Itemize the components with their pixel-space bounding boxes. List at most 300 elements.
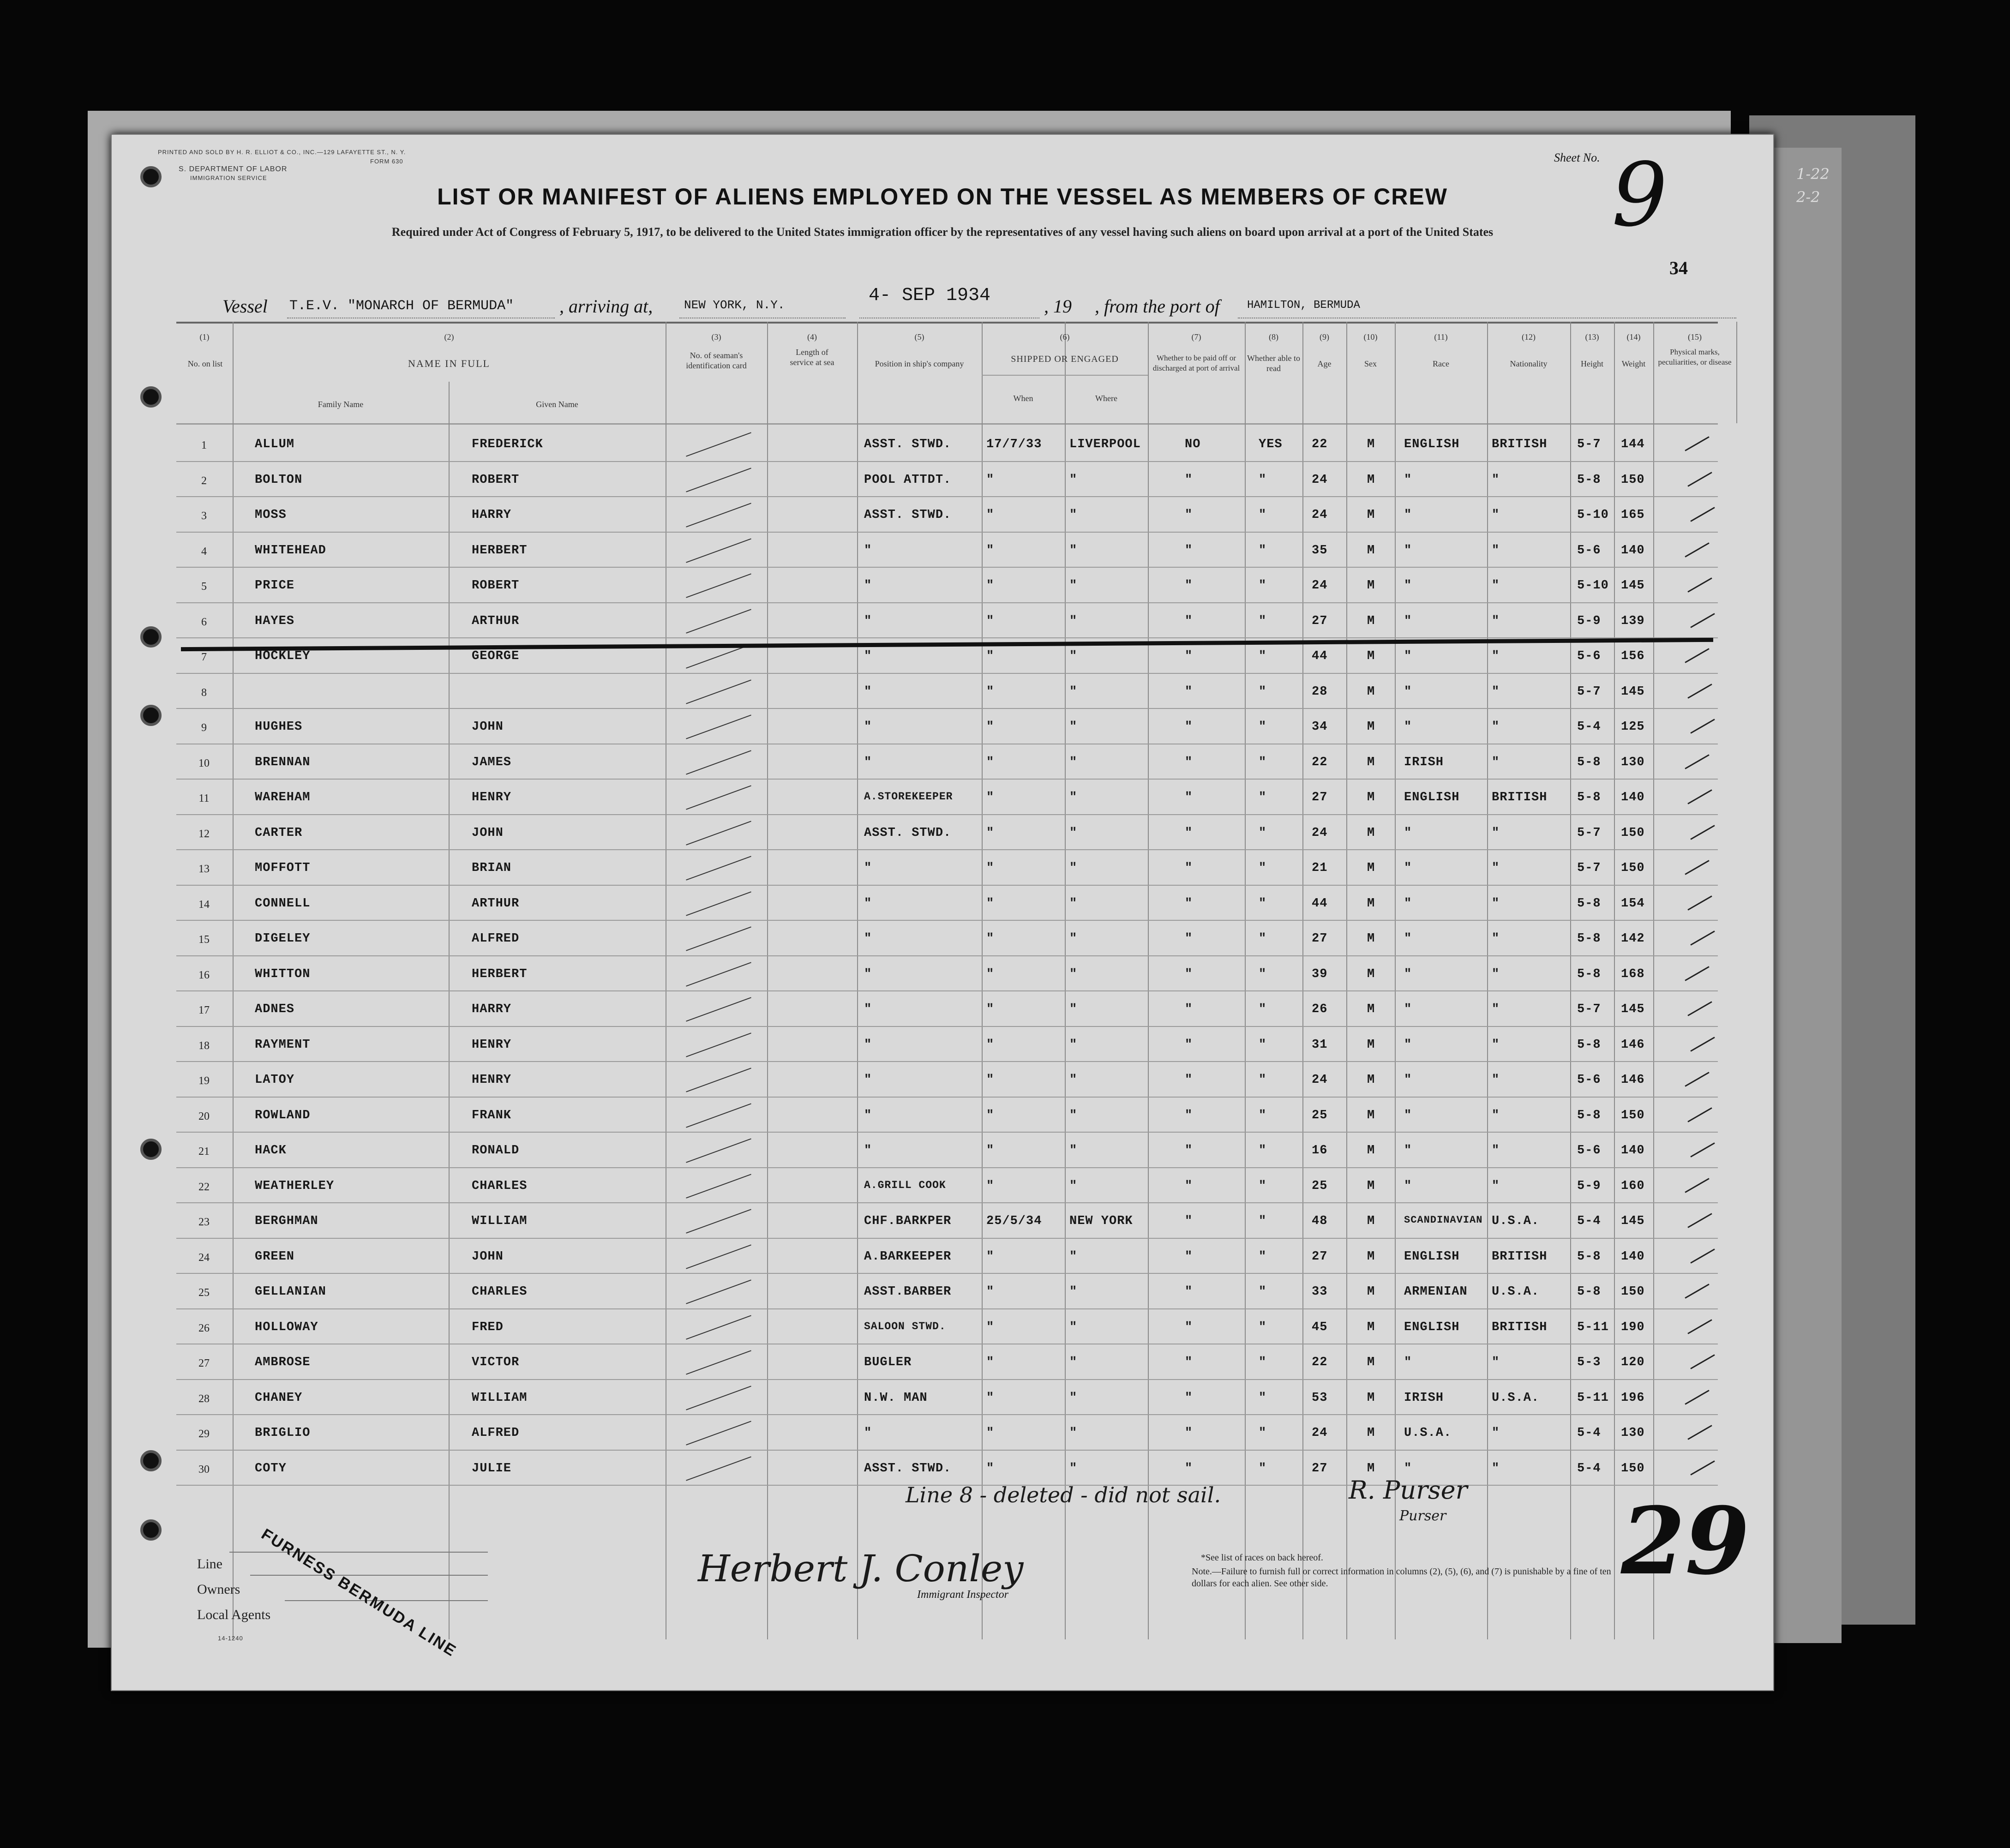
col-divider xyxy=(1487,322,1488,1639)
cell-weight: 146 xyxy=(1621,1073,1645,1087)
cell-race: " xyxy=(1404,1038,1412,1052)
cell-shipped-when: " xyxy=(986,791,995,804)
col-9-num: (9) xyxy=(1320,332,1329,342)
cell-race: " xyxy=(1404,579,1412,593)
cell-position: " xyxy=(864,720,872,734)
cell-able-to-read: " xyxy=(1259,896,1267,911)
id-card-slash-mark xyxy=(686,573,751,598)
tick-mark xyxy=(1687,1319,1712,1334)
cell-shipped-where: " xyxy=(1069,1002,1078,1016)
cell-height: 5-9 xyxy=(1577,614,1601,628)
cell-given-name: WILLIAM xyxy=(472,1214,528,1228)
cell-able-to-read: " xyxy=(1259,1214,1267,1228)
cell-sex: M xyxy=(1367,1285,1375,1299)
cell-given-name: CHARLES xyxy=(472,1179,528,1193)
tick-mark xyxy=(1690,1460,1715,1476)
vessel-name: T.E.V. "MONARCH OF BERMUDA" xyxy=(289,298,514,314)
cell-nationality: BRITISH xyxy=(1492,1320,1548,1334)
col-7-num: (7) xyxy=(1191,332,1201,342)
row-rule xyxy=(176,708,1718,709)
row-rule xyxy=(176,1202,1718,1203)
col-1-num: (1) xyxy=(199,332,210,342)
cell-paid-off: " xyxy=(1185,1320,1193,1334)
cell-position: ASST. STWD. xyxy=(864,826,952,840)
row-number: 17 xyxy=(198,1004,210,1016)
col-11-label: Race xyxy=(1433,359,1449,368)
cell-race: " xyxy=(1404,684,1412,699)
cell-family-name: ADNES xyxy=(255,1002,295,1016)
cell-height: 5-11 xyxy=(1577,1320,1609,1334)
form-number: FORM 630 xyxy=(370,158,403,165)
form-code: 14-1240 xyxy=(218,1635,243,1642)
cell-shipped-when: " xyxy=(986,1285,995,1299)
cell-paid-off: " xyxy=(1185,473,1193,487)
cell-height: 5-10 xyxy=(1577,508,1609,522)
cell-shipped-when: " xyxy=(986,826,995,840)
row-rule xyxy=(176,1379,1718,1380)
cell-given-name: BRIAN xyxy=(472,861,512,875)
col-divider xyxy=(1736,322,1737,423)
cell-paid-off: " xyxy=(1185,1038,1193,1052)
col-divider xyxy=(233,322,234,1639)
cell-weight: 190 xyxy=(1621,1320,1645,1334)
cell-family-name: ALLUM xyxy=(255,438,295,451)
cell-sex: M xyxy=(1367,932,1375,946)
cell-family-name: CONNELL xyxy=(255,896,311,911)
cell-family-name: LATOY xyxy=(255,1073,295,1087)
binding-hole xyxy=(140,1519,162,1541)
cell-position: " xyxy=(864,1426,872,1440)
cell-able-to-read: " xyxy=(1259,1356,1267,1369)
cell-able-to-read: " xyxy=(1259,1249,1267,1264)
cell-position: ASST. STWD. xyxy=(864,508,952,522)
binding-hole xyxy=(140,386,162,408)
cell-given-name: GEORGE xyxy=(472,649,520,663)
col-12-label: Nationality xyxy=(1510,359,1548,368)
cell-height: 5-4 xyxy=(1577,1426,1601,1440)
cell-race: " xyxy=(1404,473,1412,487)
cell-position: A.STOREKEEPER xyxy=(864,791,953,803)
id-card-slash-mark xyxy=(686,714,751,739)
cell-age: 27 xyxy=(1312,932,1328,946)
cell-able-to-read: " xyxy=(1259,755,1267,769)
row-number: 29 xyxy=(198,1428,210,1440)
cell-height: 5-4 xyxy=(1577,720,1601,734)
col-divider xyxy=(767,322,768,1639)
cell-shipped-when: " xyxy=(986,1356,995,1369)
cell-age: 27 xyxy=(1312,1249,1328,1264)
cell-height: 5-8 xyxy=(1577,1108,1601,1122)
from-port: HAMILTON, BERMUDA xyxy=(1247,299,1360,312)
tick-mark xyxy=(1690,1354,1715,1369)
tick-mark xyxy=(1690,1037,1715,1052)
id-card-slash-mark xyxy=(686,468,751,492)
cell-weight: 140 xyxy=(1621,791,1645,804)
row-number: 4 xyxy=(201,545,207,558)
tick-mark xyxy=(1687,472,1712,487)
cell-nationality: " xyxy=(1492,579,1500,593)
cell-weight: 150 xyxy=(1621,473,1645,487)
cell-sex: M xyxy=(1367,791,1375,804)
cell-nationality: U.S.A. xyxy=(1492,1391,1540,1405)
cell-age: 27 xyxy=(1312,791,1328,804)
cell-position: " xyxy=(864,1144,872,1158)
cell-race: " xyxy=(1404,932,1412,946)
cell-race: ENGLISH xyxy=(1404,1320,1460,1334)
cell-height: 5-8 xyxy=(1577,967,1601,981)
cell-given-name: HARRY xyxy=(472,508,512,522)
tick-mark xyxy=(1685,966,1709,981)
cell-sex: M xyxy=(1367,1214,1375,1228)
row-number: 10 xyxy=(198,757,210,769)
cell-family-name: MOFFOTT xyxy=(255,861,311,875)
row-number: 19 xyxy=(198,1075,210,1087)
cell-age: 24 xyxy=(1312,826,1328,840)
penalty-note: Note.—Failure to furnish full or correct information in columns (2), (5), (6), and (7) is punishable by a fine of ten dollars for each alien. See other side. xyxy=(1192,1566,1611,1589)
cell-race: " xyxy=(1404,1073,1412,1087)
cell-given-name: HENRY xyxy=(472,1038,512,1052)
col-8-num: (8) xyxy=(1269,332,1278,342)
cell-shipped-where: " xyxy=(1069,579,1078,593)
cell-position: " xyxy=(864,861,872,875)
row-rule xyxy=(176,1450,1718,1451)
cell-paid-off: " xyxy=(1185,791,1193,804)
cell-nationality: " xyxy=(1492,1356,1500,1369)
cell-position: " xyxy=(864,896,872,911)
tick-mark xyxy=(1685,860,1709,875)
row-rule xyxy=(176,567,1718,568)
cell-nationality: BRITISH xyxy=(1492,438,1548,451)
cell-position: " xyxy=(864,614,872,628)
row-number: 22 xyxy=(198,1181,210,1193)
cell-height: 5-7 xyxy=(1577,438,1601,451)
cell-sex: M xyxy=(1367,1179,1375,1193)
col-15-label: Physical marks, peculiarities, or disease xyxy=(1658,348,1732,366)
tick-mark xyxy=(1690,719,1715,734)
cell-given-name: JOHN xyxy=(472,826,504,840)
id-card-slash-mark xyxy=(686,1138,751,1163)
row-number: 20 xyxy=(198,1110,210,1122)
cell-shipped-where: " xyxy=(1069,720,1078,734)
cell-family-name: HUGHES xyxy=(255,720,303,734)
row-rule xyxy=(176,1308,1718,1309)
id-card-slash-mark xyxy=(686,891,751,916)
id-card-slash-mark xyxy=(686,821,751,845)
cell-shipped-where: " xyxy=(1069,508,1078,522)
row-number: 1 xyxy=(201,439,207,451)
col-divider-given xyxy=(449,382,450,1639)
cell-nationality: " xyxy=(1492,543,1500,558)
id-card-slash-mark xyxy=(686,503,751,527)
department-label: S. DEPARTMENT OF LABOR xyxy=(179,165,288,173)
cell-able-to-read: " xyxy=(1259,967,1267,981)
col-divider xyxy=(1148,322,1149,1639)
row-rule xyxy=(176,602,1718,603)
cell-weight: 145 xyxy=(1621,579,1645,593)
cell-age: 28 xyxy=(1312,684,1328,699)
cell-shipped-where: " xyxy=(1069,1356,1078,1369)
cell-paid-off: " xyxy=(1185,508,1193,522)
cell-weight: 165 xyxy=(1621,508,1645,522)
cell-weight: 196 xyxy=(1621,1391,1645,1405)
margin-note: 1-22 2-2 xyxy=(1796,165,1830,206)
id-card-slash-mark xyxy=(686,1421,751,1445)
cell-given-name: ARTHUR xyxy=(472,614,520,628)
cell-weight: 145 xyxy=(1621,684,1645,699)
cell-family-name: PRICE xyxy=(255,579,295,593)
cell-given-name: HARRY xyxy=(472,1002,512,1016)
cell-height: 5-8 xyxy=(1577,791,1601,804)
table-top-rule xyxy=(176,322,1718,324)
cell-shipped-where: " xyxy=(1069,1320,1078,1334)
cell-paid-off: " xyxy=(1185,1285,1193,1299)
cell-position: CHF.BARKPER xyxy=(864,1214,952,1228)
col-divider xyxy=(982,322,983,1639)
id-card-slash-mark xyxy=(686,1174,751,1198)
cell-nationality: " xyxy=(1492,967,1500,981)
arrival-date: 4- SEP 1934 xyxy=(869,285,991,306)
manifest-sheet xyxy=(111,134,1830,1691)
cell-paid-off: " xyxy=(1185,1391,1193,1405)
cell-shipped-where: " xyxy=(1069,684,1078,699)
row-rule xyxy=(176,1273,1718,1274)
cell-age: 22 xyxy=(1312,438,1328,451)
cell-weight: 156 xyxy=(1621,649,1645,663)
cell-age: 33 xyxy=(1312,1285,1328,1299)
cell-nationality: " xyxy=(1492,1426,1500,1440)
cell-paid-off: NO xyxy=(1185,438,1201,451)
cell-shipped-when: " xyxy=(986,1179,995,1193)
cell-nationality: BRITISH xyxy=(1492,791,1548,804)
binding-hole xyxy=(140,705,162,726)
cell-age: 48 xyxy=(1312,1214,1328,1228)
cell-shipped-where: " xyxy=(1069,1179,1078,1193)
cell-shipped-where: LIVERPOOL xyxy=(1069,438,1141,451)
cell-race: SCANDINAVIAN xyxy=(1404,1214,1483,1226)
cell-paid-off: " xyxy=(1185,1108,1193,1122)
year-label: , 19 xyxy=(1044,296,1072,317)
row-rule xyxy=(176,885,1718,886)
cell-family-name: BRIGLIO xyxy=(255,1426,311,1440)
cell-nationality: " xyxy=(1492,684,1500,699)
cell-sex: M xyxy=(1367,473,1375,487)
cell-age: 25 xyxy=(1312,1108,1328,1122)
row-rule xyxy=(176,1414,1718,1415)
row-number: 21 xyxy=(198,1146,210,1158)
cell-paid-off: " xyxy=(1185,1356,1193,1369)
cell-height: 5-7 xyxy=(1577,684,1601,699)
row-rule xyxy=(176,637,1718,638)
cell-family-name: WHITEHEAD xyxy=(255,543,326,558)
row-number: 7 xyxy=(201,651,207,663)
id-card-slash-mark xyxy=(686,785,751,810)
cell-height: 5-7 xyxy=(1577,861,1601,875)
cell-given-name: ROBERT xyxy=(472,579,520,593)
col-6-where: Where xyxy=(1095,394,1117,403)
deletion-note: Line 8 - deleted - did not sail. xyxy=(906,1482,1221,1507)
cell-able-to-read: " xyxy=(1259,826,1267,840)
cell-shipped-when: " xyxy=(986,1108,995,1122)
cell-family-name: ROWLAND xyxy=(255,1108,311,1122)
id-card-slash-mark xyxy=(686,856,751,880)
row-number: 28 xyxy=(198,1392,210,1405)
line-label: Line xyxy=(197,1556,222,1572)
row-number: 24 xyxy=(198,1251,210,1264)
cell-age: 39 xyxy=(1312,967,1328,981)
row-number: 30 xyxy=(198,1463,210,1476)
cell-race: " xyxy=(1404,826,1412,840)
cell-race: " xyxy=(1404,1356,1412,1369)
row-rule xyxy=(176,779,1718,780)
cell-able-to-read: " xyxy=(1259,614,1267,628)
tick-mark xyxy=(1687,1107,1712,1122)
cell-nationality: " xyxy=(1492,508,1500,522)
cell-shipped-where: " xyxy=(1069,1391,1078,1405)
cell-nationality: " xyxy=(1492,473,1500,487)
cell-weight: 145 xyxy=(1621,1214,1645,1228)
tick-mark xyxy=(1687,895,1712,911)
cell-weight: 160 xyxy=(1621,1179,1645,1193)
cell-given-name: ALFRED xyxy=(472,932,520,946)
col-2-label: NAME IN FULL xyxy=(408,358,490,369)
cell-age: 24 xyxy=(1312,473,1328,487)
cell-shipped-when: " xyxy=(986,1249,995,1264)
row-number: 16 xyxy=(198,969,210,981)
cell-age: 45 xyxy=(1312,1320,1328,1334)
cell-nationality: " xyxy=(1492,720,1500,734)
cell-shipped-where: " xyxy=(1069,1426,1078,1440)
cell-family-name: COTY xyxy=(255,1461,287,1476)
col-13-label: Height xyxy=(1581,359,1603,368)
cell-height: 5-8 xyxy=(1577,896,1601,911)
cell-paid-off: " xyxy=(1185,896,1193,911)
cell-race: " xyxy=(1404,720,1412,734)
cell-height: 5-8 xyxy=(1577,755,1601,769)
cell-height: 5-9 xyxy=(1577,1179,1601,1193)
id-card-slash-mark xyxy=(686,1209,751,1233)
cell-nationality: " xyxy=(1492,1179,1500,1193)
cell-weight: 150 xyxy=(1621,1285,1645,1299)
col-10-num: (10) xyxy=(1363,332,1378,342)
cell-sex: M xyxy=(1367,1038,1375,1052)
total-mark: 29 xyxy=(1621,1487,1750,1596)
cell-sex: M xyxy=(1367,1108,1375,1122)
cell-position: " xyxy=(864,1073,872,1087)
cell-shipped-where: " xyxy=(1069,649,1078,663)
cell-shipped-where: " xyxy=(1069,1073,1078,1087)
col-15-num: (15) xyxy=(1688,332,1702,342)
col-2-given: Given Name xyxy=(536,400,578,409)
col-divider-where xyxy=(1065,322,1066,1639)
cell-position: " xyxy=(864,684,872,699)
cell-age: 24 xyxy=(1312,1426,1328,1440)
cell-weight: 130 xyxy=(1621,1426,1645,1440)
col-divider xyxy=(1653,322,1654,1639)
cell-shipped-when: " xyxy=(986,896,995,911)
cell-paid-off: " xyxy=(1185,543,1193,558)
cell-shipped-when: " xyxy=(986,1038,995,1052)
cell-family-name: BRENNAN xyxy=(255,755,311,769)
cell-position: " xyxy=(864,649,872,663)
tick-mark xyxy=(1690,613,1715,628)
cell-given-name: FRANK xyxy=(472,1108,512,1122)
cell-race: IRISH xyxy=(1404,755,1444,769)
cell-sex: M xyxy=(1367,896,1375,911)
cell-family-name: DIGELEY xyxy=(255,932,311,946)
id-card-slash-mark xyxy=(686,679,751,704)
col-14-label: Weight xyxy=(1621,359,1646,368)
id-card-slash-mark xyxy=(686,1315,751,1339)
inspector-label: Immigrant Inspector xyxy=(917,1589,1008,1601)
col-13-num: (13) xyxy=(1585,332,1599,342)
manifest-subtitle: Required under Act of Congress of February 5, 1917, to be delivered to the United States immigration officer by the representatives of any vessel having such aliens on board upon arrival at a port of the United States xyxy=(391,225,1494,239)
cell-age: 44 xyxy=(1312,649,1328,663)
cell-shipped-where: " xyxy=(1069,861,1078,875)
col-2-family: Family Name xyxy=(318,400,364,409)
company-stamp: FURNESS BERMUDA LINE xyxy=(258,1525,460,1661)
row-number: 2 xyxy=(201,474,207,487)
cell-nationality: " xyxy=(1492,1108,1500,1122)
cell-shipped-when: " xyxy=(986,1144,995,1158)
cell-family-name: WAREHAM xyxy=(255,791,311,804)
id-card-slash-mark xyxy=(686,926,751,951)
cell-weight: 140 xyxy=(1621,1144,1645,1158)
cell-given-name: HENRY xyxy=(472,791,512,804)
cell-sex: M xyxy=(1367,508,1375,522)
binding-hole xyxy=(140,1139,162,1160)
tick-mark xyxy=(1687,1425,1712,1440)
cell-position: " xyxy=(864,1038,872,1052)
cell-sex: M xyxy=(1367,1144,1375,1158)
row-rule xyxy=(176,461,1718,462)
cell-weight: 150 xyxy=(1621,861,1645,875)
cell-shipped-when: " xyxy=(986,861,995,875)
cell-position: A.GRILL COOK xyxy=(864,1179,946,1191)
cell-given-name: JULIE xyxy=(472,1461,512,1476)
cell-race: " xyxy=(1404,861,1412,875)
tick-mark xyxy=(1685,436,1709,451)
tick-mark xyxy=(1690,507,1715,522)
cell-shipped-where: NEW YORK xyxy=(1069,1214,1133,1228)
cell-nationality: " xyxy=(1492,1038,1500,1052)
cell-sex: M xyxy=(1367,684,1375,699)
purser-title: Purser xyxy=(1399,1508,1446,1524)
race-note: *See list of races on back hereof. xyxy=(1201,1553,1323,1563)
cell-paid-off: " xyxy=(1185,1179,1193,1193)
tick-mark xyxy=(1685,1072,1709,1087)
cell-age: 35 xyxy=(1312,543,1328,558)
cell-age: 24 xyxy=(1312,508,1328,522)
cell-weight: 150 xyxy=(1621,826,1645,840)
cell-weight: 140 xyxy=(1621,1249,1645,1264)
cell-height: 5-7 xyxy=(1577,1002,1601,1016)
row-rule xyxy=(176,1061,1718,1062)
cell-paid-off: " xyxy=(1185,720,1193,734)
tick-mark xyxy=(1687,684,1712,699)
row-rule xyxy=(176,532,1718,533)
owners-label: Owners xyxy=(197,1582,240,1597)
cell-shipped-when: 25/5/34 xyxy=(986,1214,1042,1228)
cell-nationality: " xyxy=(1492,826,1500,840)
cell-nationality: BRITISH xyxy=(1492,1249,1548,1264)
row-rule xyxy=(176,849,1718,850)
cell-sex: M xyxy=(1367,1073,1375,1087)
cell-paid-off: " xyxy=(1185,755,1193,769)
col-5-label: Position in ship's company xyxy=(875,359,964,368)
row-rule xyxy=(176,1238,1718,1239)
col-6-label: SHIPPED OR ENGAGED xyxy=(1011,354,1119,364)
col-5-num: (5) xyxy=(914,332,924,342)
